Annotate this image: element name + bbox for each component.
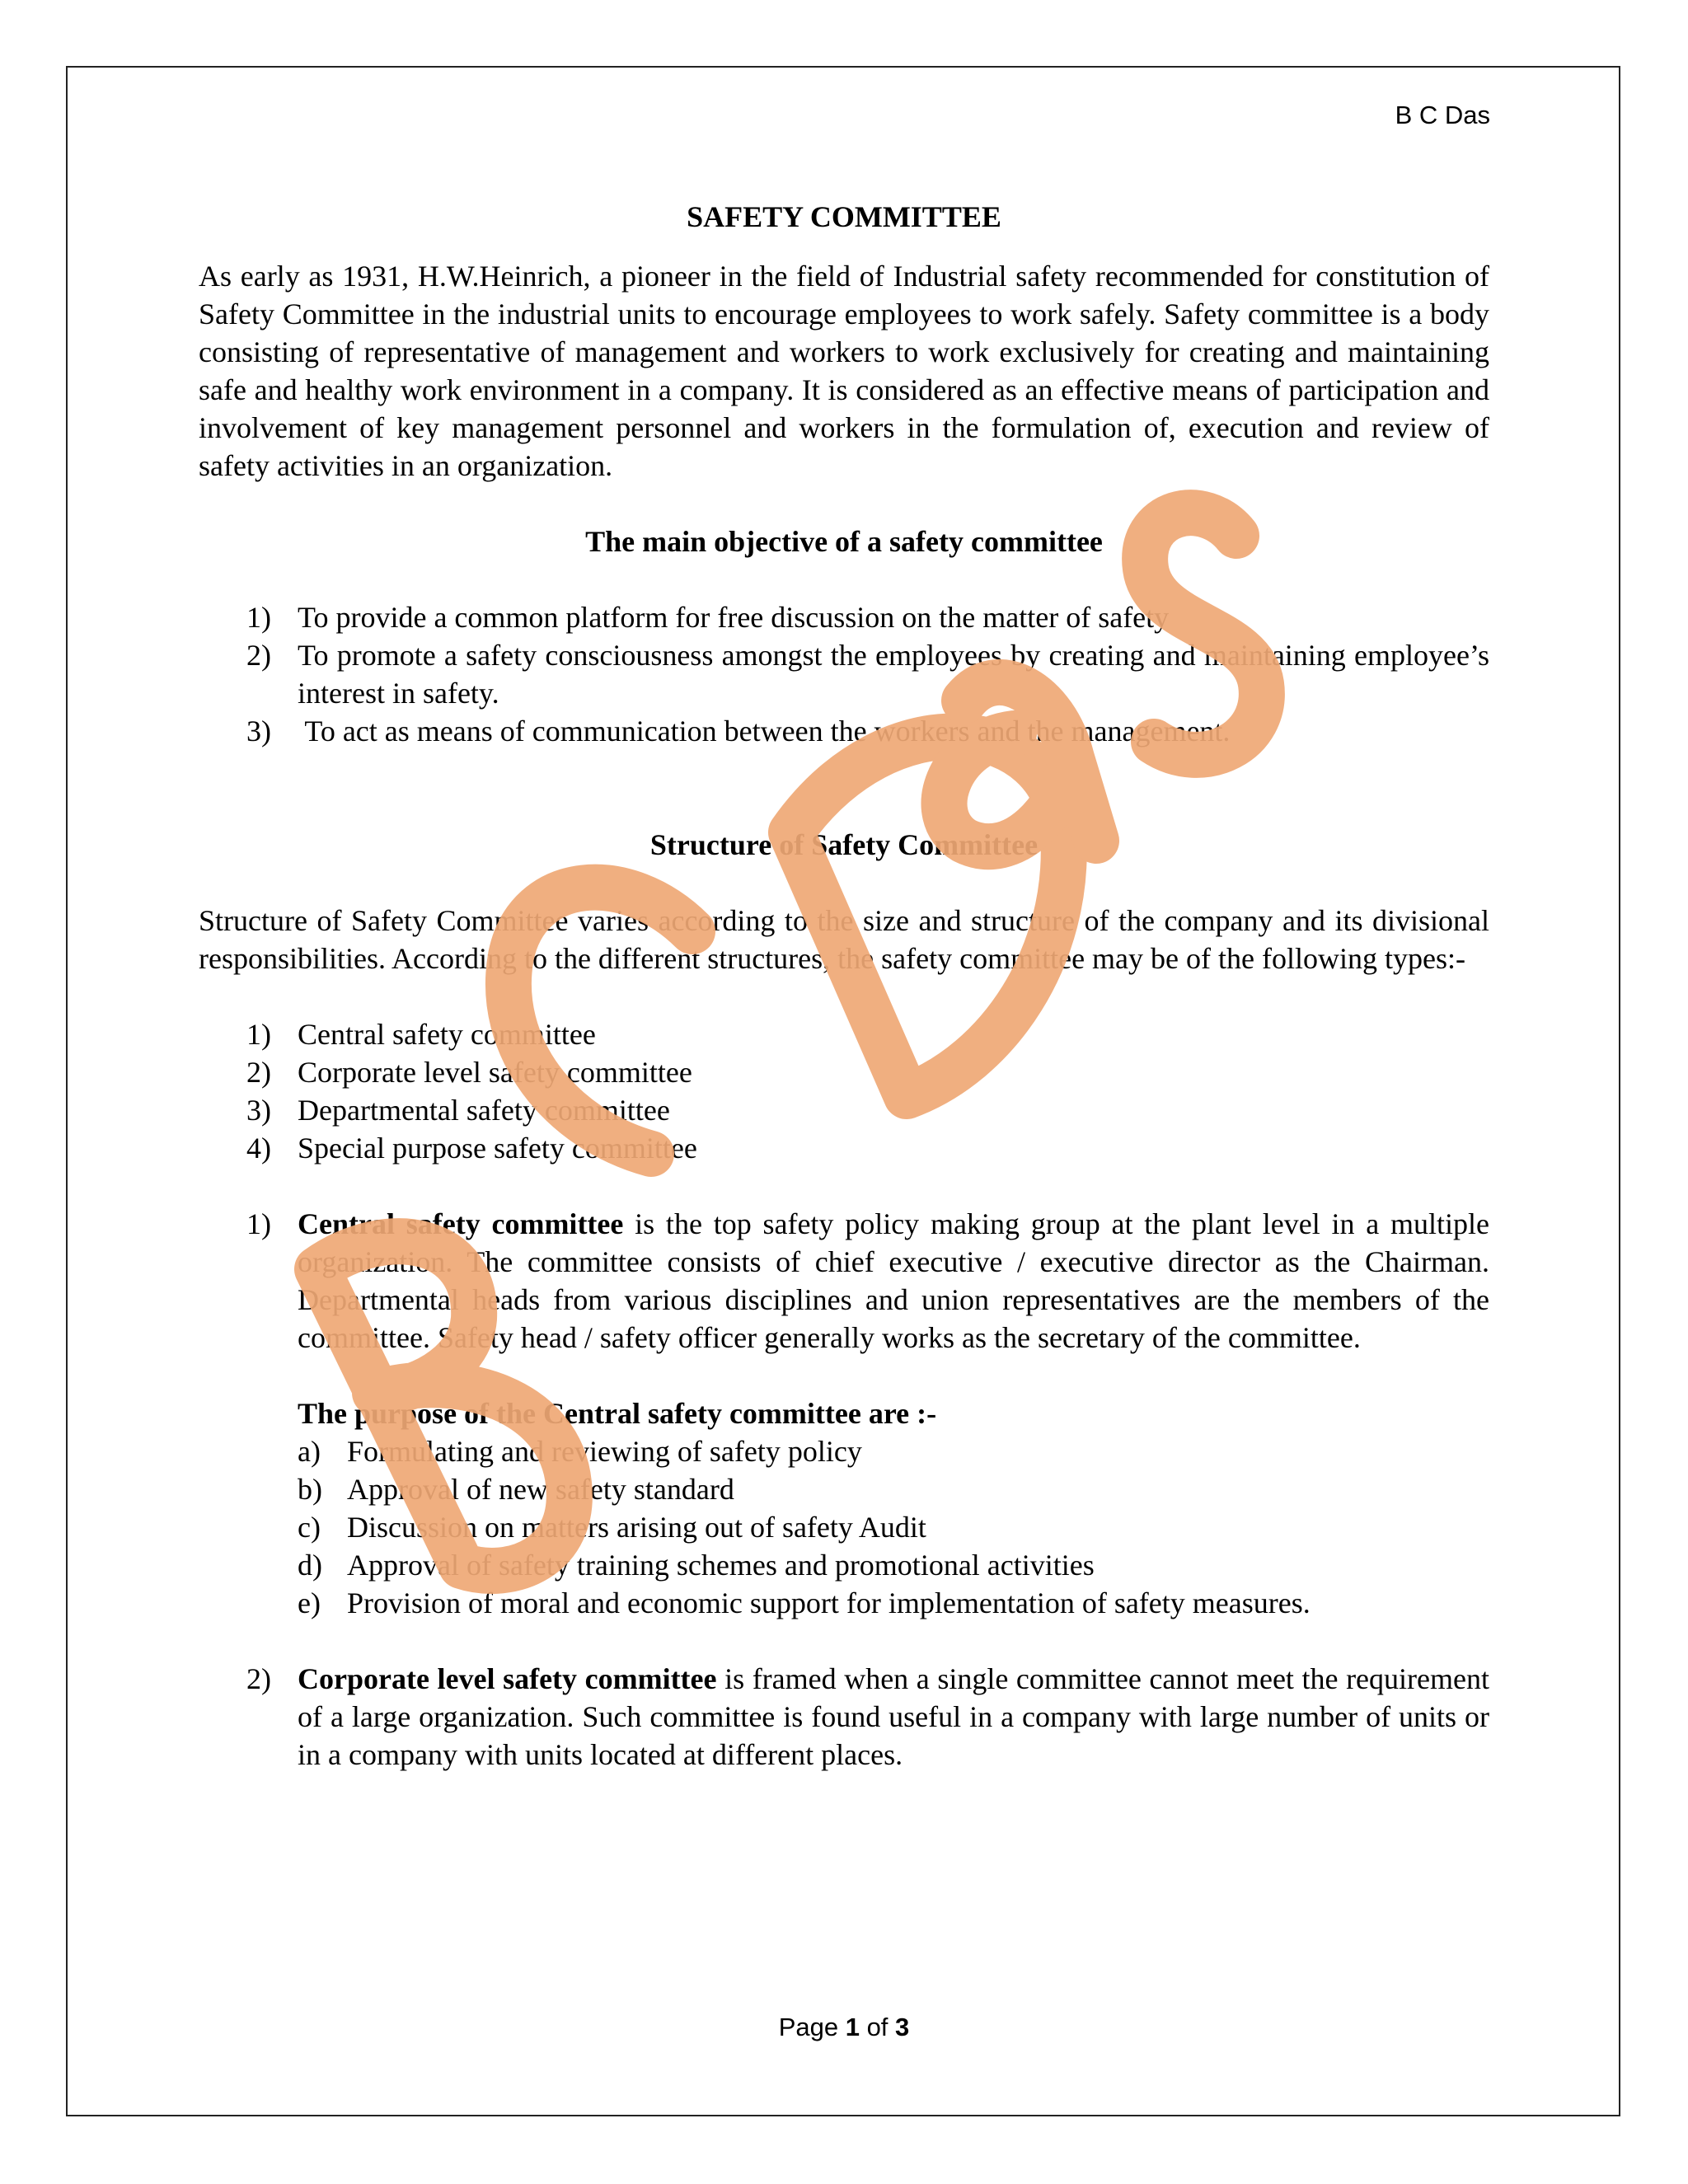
central-committee-item: 1) Central safety committee is the top safety policy making group at the plant level in a multiple organization. The committee consists of chief executive / executive director as the Chairman. Departmental heads from various disciplines and union representatives are the members of the committee. Safety head / safety officer generally works as the secretary of the committee. The purpose of the Central safety committee are :- a) Formulating and reviewing of safety policy b) Approval of new safety standard c) Discussion on matters arising out of safety Audit d) Approval of safety training schemes and promotional activities e) Provision of moral and economic support for implementation of safety measures. [199,1205,1489,1622]
list-item: 1) Central safety committee [246,1018,596,1051]
header-author: B C Das [1395,101,1490,129]
corporate-committee-item: 2) Corporate level safety committee is framed when a single committee cannot meet the requirement of a large organization. Such committee is found useful in a company with large number of units or in a company with units located at different places. [246,1662,1489,1771]
objectives-heading: The main objective of a safety committee [585,525,1103,558]
page-footer: Page 1 of 3 [778,2013,910,2041]
list-item: 2) To promote a safety consciousness amongst the employees by creating and maintaining employee’s interest in safety. [246,639,1489,710]
committee-types-list [199,1015,1489,1167]
purpose-list [298,1432,1489,1622]
list-item: c) Discussion on matters arising out of safety Audit [298,1511,926,1544]
list-item: 3) Departmental safety committee [246,1094,670,1127]
structure-paragraph: Structure of Safety Committee varies according to the size and structure of the company and its divisional responsibilities. According to the different structures, the safety committee may be of the following types:- [199,904,1489,975]
intro-paragraph: As early as 1931, H.W.Heinrich, a pioneer in the field of Industrial safety recommended for constitution of Safety Committee in the industrial units to encourage employees to work safely. Safety committee is a body consisting of representative of management and workers to work exclusively for creating and maintaining safe and healthy work environment in a company. It is considered as an effective means of participation and involvement of key management personnel and workers in the formulation of, execution and review of safety activities in an organization. [199,260,1489,482]
list-item: e) Provision of moral and economic support for implementation of safety measures. [298,1586,1311,1619]
structure-heading: Structure of Safety Committee [649,828,1039,861]
list-item: 4) Special purpose safety committee [246,1132,697,1165]
list-item: 2) Corporate level safety committee [246,1056,692,1089]
page-title: SAFETY COMMITTEE [687,200,1001,233]
document-body [199,198,1489,1774]
objectives-list [199,598,1489,750]
list-item: d) Approval of safety training schemes and promotional activities [298,1549,1095,1582]
purpose-heading: The purpose of the Central safety committee are :- [298,1397,937,1430]
committee-details-list [199,1205,1489,1774]
list-item: 1) To provide a common platform for free discussion on the matter of safety [246,601,1170,634]
list-item: b) Approval of new safety standard [298,1473,734,1506]
list-item: a) Formulating and reviewing of safety policy [298,1435,862,1468]
list-item: 3) To act as means of communication between the workers and the management. [246,715,1231,748]
